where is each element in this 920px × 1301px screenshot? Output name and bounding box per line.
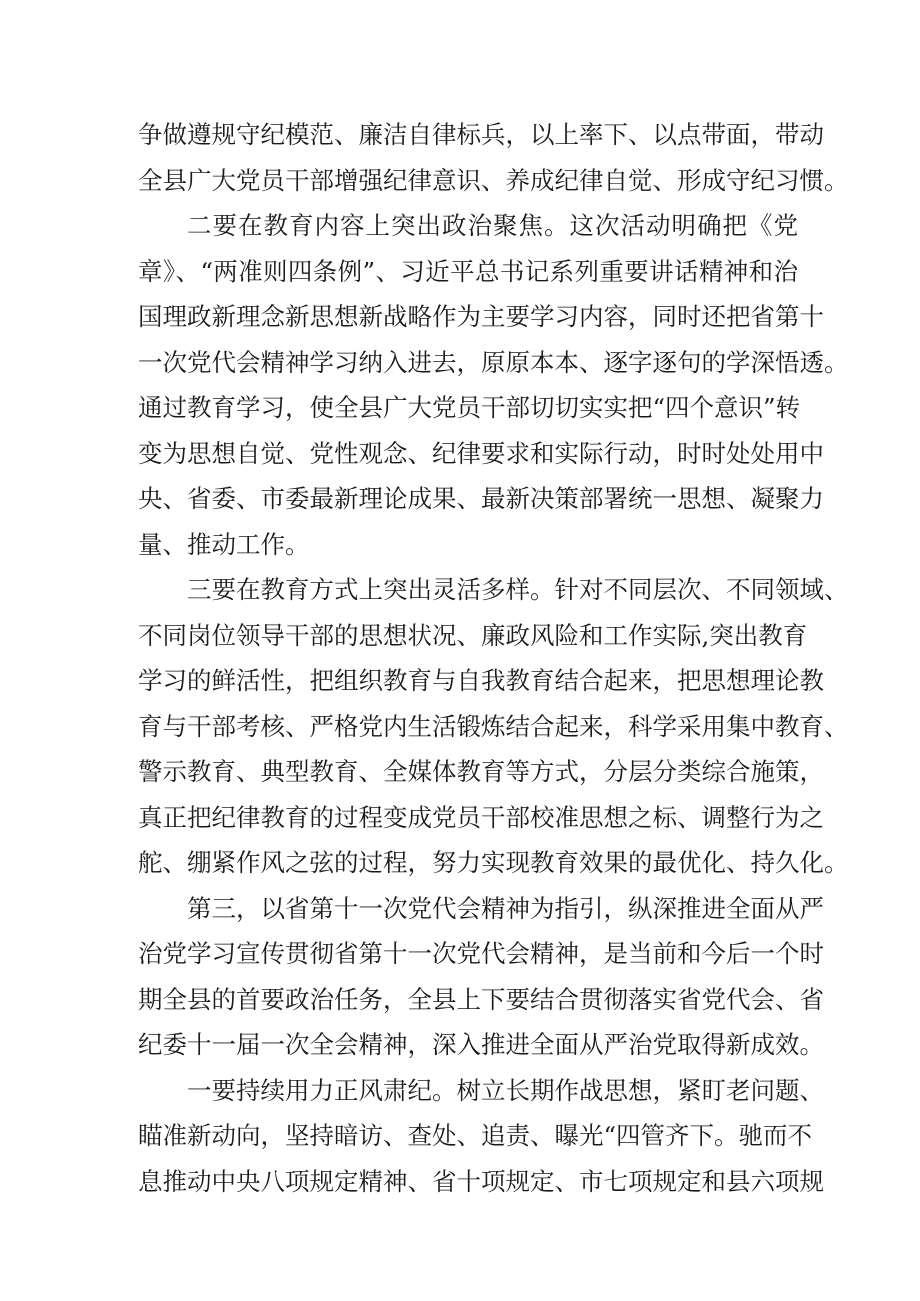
text-line: 不同岗位领导干部的思想状况、廉政风险和工作实际,突出教育 bbox=[138, 620, 808, 650]
text-line: 争做遵规守纪模范、廉洁自律标兵，以上率下、以点带面，带动 bbox=[138, 120, 824, 149]
document-body bbox=[138, 112, 849, 1204]
text-line: 全县广大党员干部增强纪律意识、养成纪律自觉、形成守纪习惯。 bbox=[138, 165, 849, 195]
text-line: 纪委十一届一次全会精神，深入推进全面从严治党取得新成效。 bbox=[138, 1030, 824, 1059]
paragraph-start-line: 二要在教育内容上突出政治聚焦。这次活动明确把《党 bbox=[187, 211, 798, 240]
text-line: 育与干部考核、严格党内生活锻炼结合起来，科学采用集中教育、 bbox=[138, 711, 849, 741]
paragraph-start-line: 一要持续用力正风肃纪。树立长期作战思想，紧盯老问题、 bbox=[187, 1075, 824, 1105]
text-line: 通过教育学习，使全县广大党员干部切切实实把“四个意识”转 bbox=[138, 393, 801, 422]
text-line: 变为思想自觉、党性观念、纪律要求和实际行动，时时处处用中 bbox=[138, 438, 824, 468]
text-line: 舵、绷紧作风之弦的过程，努力实现教育效果的最优化、持久化。 bbox=[138, 848, 849, 877]
text-line: 量、推动工作。 bbox=[138, 529, 310, 559]
text-line: 章》、“两准则四条例”、习近平总书记系列重要讲话精神和治 bbox=[138, 256, 798, 286]
text-line: 瞄准新动向，坚持暗访、查处、追责、曝光“四管齐下。驰而不 bbox=[138, 1121, 813, 1150]
text-line: 国理政新理念新思想新战略作为主要学习内容，同时还把省第十 bbox=[138, 302, 824, 331]
text-line: 治党学习宣传贯彻省第十一次党代会精神，是当前和今后一个时 bbox=[138, 939, 824, 968]
text-line: 真正把纪律教育的过程变成党员干部校准思想之标、调整行为之 bbox=[138, 802, 824, 832]
paragraph-start-line: 三要在教育方式上突出灵活多样。针对不同层次、不同领域、 bbox=[187, 575, 849, 604]
text-line: 警示教育、典型教育、全媒体教育等方式，分层分类综合施策， bbox=[138, 757, 824, 786]
text-line: 一次党代会精神学习纳入进去，原原本本、逐字逐句的学深悟透。 bbox=[138, 347, 849, 377]
text-line: 学习的鲜活性，把组织教育与自我教育结合起来，把思想理论教 bbox=[138, 666, 824, 695]
text-line: 息推动中央八项规定精神、省十项规定、市七项规定和县六项规 bbox=[138, 1166, 824, 1196]
paragraph-start-line: 第三，以省第十一次党代会精神为指引，纵深推进全面从严 bbox=[187, 893, 824, 923]
text-line: 期全县的首要政治任务，全县上下要结合贯彻落实省党代会、省 bbox=[138, 984, 824, 1014]
text-line: 央、省委、市委最新理论成果、最新决策部署统一思想、凝聚力 bbox=[138, 484, 824, 513]
